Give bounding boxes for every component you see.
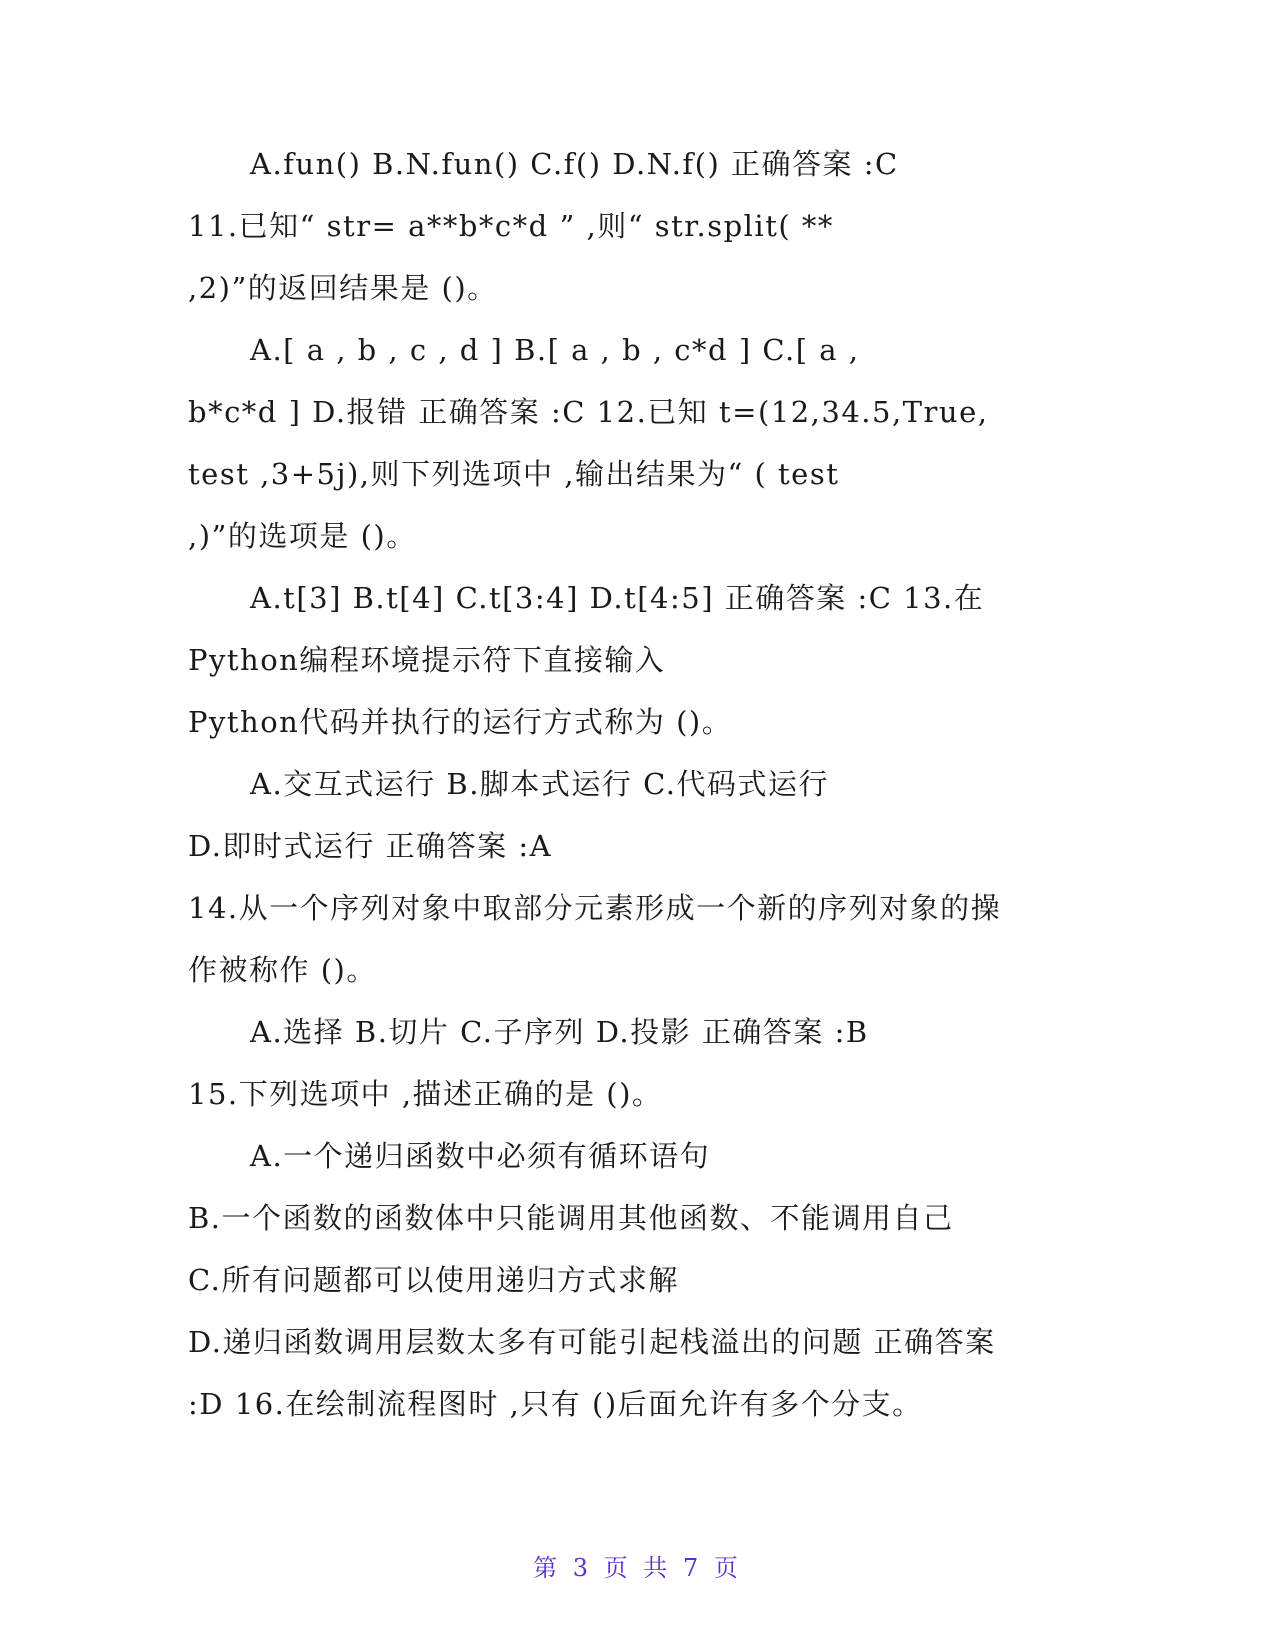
text-line: B.一个函数的函数体中只能调用其他函数、不能调用自己	[188, 1201, 954, 1235]
page-number-footer: 第 3 页 共 7 页	[533, 1554, 742, 1582]
text-line: A.一个递归函数中必须有循环语句	[250, 1139, 711, 1173]
text-line: Python编程环境提示符下直接输入	[188, 643, 666, 677]
text-line: C.所有问题都可以使用递归方式求解	[188, 1263, 679, 1297]
text-line: Python代码并执行的运行方式称为 ()。	[188, 705, 733, 739]
text-line: A.交互式运行 B.脚本式运行 C.代码式运行	[250, 767, 830, 801]
text-line: 作被称作 ()。	[188, 953, 377, 987]
text-line: A.[ a , b , c , d ] B.[ a , b , c*d ] C.[ a ,	[250, 333, 860, 367]
text-line: ,)”的选项是 ()。	[188, 519, 417, 553]
text-line: D.递归函数调用层数太多有可能引起栈溢出的问题 正确答案	[188, 1325, 996, 1359]
text-line: A.fun() B.N.fun() C.f() D.N.f() 正确答案 :C	[250, 147, 899, 181]
text-line: 11.已知“ str= a**b*c*d ” ,则“ str.split( **	[188, 209, 834, 243]
text-line: D.即时式运行 正确答案 :A	[188, 829, 553, 863]
text-line: :D 16.在绘制流程图时 ,只有 ()后面允许有多个分支。	[188, 1387, 923, 1421]
text-line: ,2)”的返回结果是 ()。	[188, 271, 498, 305]
text-line: A.t[3] B.t[4] C.t[3:4] D.t[4:5] 正确答案 :C 13.在	[250, 581, 985, 615]
text-line: 15.下列选项中 ,描述正确的是 ()。	[188, 1077, 663, 1111]
text-line: test ,3+5j),则下列选项中 ,输出结果为“ ( test	[188, 457, 840, 491]
text-line: A.选择 B.切片 C.子序列 D.投影 正确答案 :B	[250, 1015, 869, 1049]
text-line: 14.从一个序列对象中取部分元素形成一个新的序列对象的操	[188, 891, 1002, 925]
text-line: b*c*d ] D.报错 正确答案 :C 12.已知 t=(12,34.5,True,	[188, 395, 989, 429]
